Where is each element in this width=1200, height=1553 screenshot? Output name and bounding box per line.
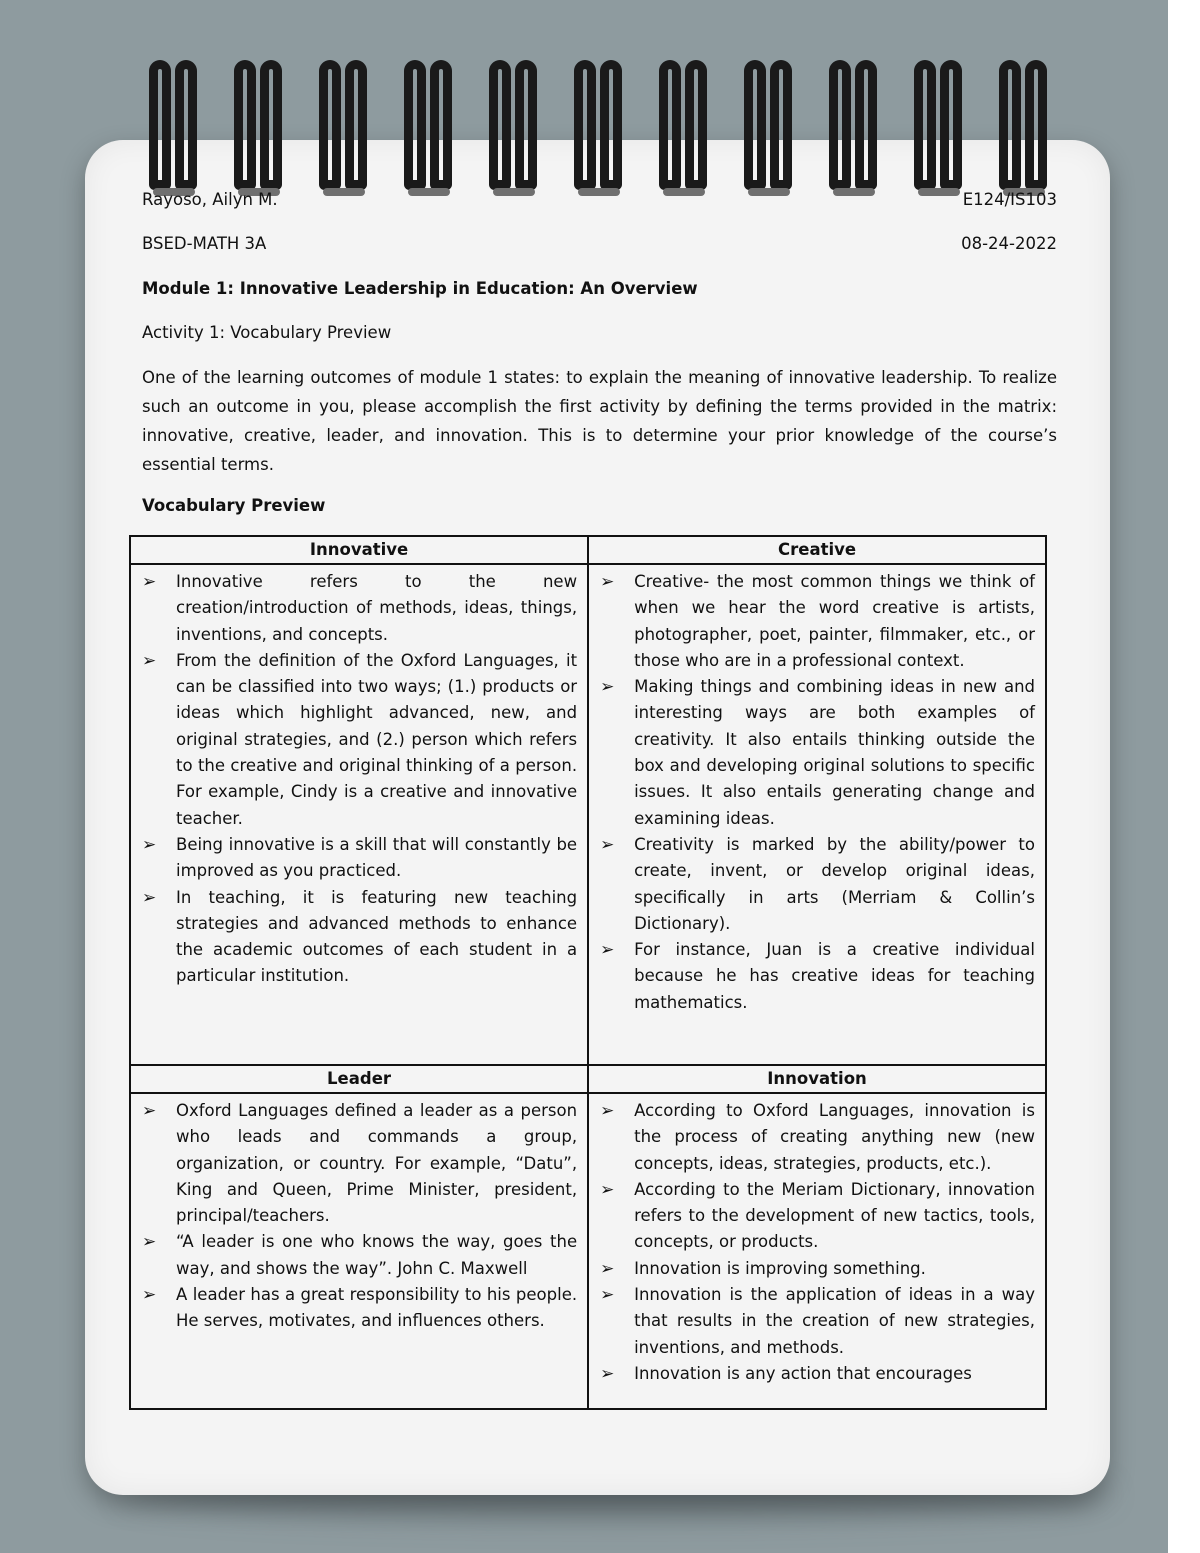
list-item: ➢ “A leader is one who knows the way, goes the way, and shows the way”. John C. Maxwell bbox=[176, 1229, 577, 1282]
arrow-bullet-icon: ➢ bbox=[142, 650, 157, 671]
cell-creative bbox=[588, 564, 1046, 1065]
vocab-heading: Vocabulary Preview bbox=[142, 496, 326, 515]
arrow-bullet-icon: ➢ bbox=[142, 834, 157, 855]
list-item: ➢ In teaching, it is featuring new teaching strategies and advanced methods to enhance the academic outcomes of each student in a particular institution. bbox=[176, 885, 577, 990]
arrow-bullet-icon: ➢ bbox=[600, 940, 615, 961]
module-title: Module 1: Innovative Leadership in Education: An Overview bbox=[142, 279, 698, 298]
list-item: ➢ Innovation is improving something. bbox=[634, 1256, 1035, 1282]
list-item: ➢ According to the Meriam Dictionary, innovation refers to the development of new tactics, tools, concepts, or products. bbox=[634, 1177, 1035, 1256]
header-row-2 bbox=[142, 234, 1057, 253]
spiral-ring bbox=[655, 60, 715, 192]
arrow-bullet-icon: ➢ bbox=[142, 1285, 157, 1306]
arrow-bullet-icon: ➢ bbox=[600, 834, 615, 855]
arrow-bullet-icon: ➢ bbox=[600, 1258, 615, 1279]
arrow-bullet-icon: ➢ bbox=[600, 572, 615, 592]
cell-leader bbox=[130, 1093, 588, 1409]
spiral-ring bbox=[570, 60, 630, 192]
spiral-ring bbox=[230, 60, 290, 192]
header-row-1 bbox=[142, 190, 1057, 209]
header-innovative: Innovative bbox=[130, 536, 588, 564]
spiral-ring bbox=[400, 60, 460, 192]
list-item: ➢ Creativity is marked by the ability/power to create, invent, or develop original ideas, specifically in arts (Merriam & Collin’s Dictionary). bbox=[634, 832, 1035, 937]
list-item: ➢ Making things and combining ideas in new and interesting ways are both examples of creativity. It also entails thinking outside the box and developing original solutions to specific issues. It also entails generating change and examining ideas. bbox=[634, 674, 1035, 832]
instructions: One of the learning outcomes of module 1 states: to explain the meaning of innovative leadership. To realize such an outcome in you, please accomplish the first activity by defining the terms provided in the matrix: innovative, creative, leader, and innovation. This is to determine your prior knowledge of the course’s essential terms. bbox=[142, 368, 1057, 474]
list-item: ➢ Creative- the most common things we think of when we hear the word creative is artists, photographer, poet, painter, filmmaker, etc., or those who are in a professional context. bbox=[634, 569, 1035, 674]
header-leader: Leader bbox=[130, 1065, 588, 1093]
spiral-ring bbox=[740, 60, 800, 192]
spiral-ring bbox=[485, 60, 545, 192]
arrow-bullet-icon: ➢ bbox=[600, 1285, 615, 1306]
student-name: Rayoso, Ailyn M. bbox=[142, 190, 278, 209]
spiral-ring bbox=[315, 60, 375, 192]
arrow-bullet-icon: ➢ bbox=[600, 1363, 615, 1384]
list-item: ➢ Oxford Languages defined a leader as a person who leads and commands a group, organization, or country. For example, “Datu”, King and Queen, Prime Minister, president, principal/teachers. bbox=[176, 1098, 577, 1229]
activity-title: Activity 1: Vocabulary Preview bbox=[142, 323, 392, 342]
course-code: E124/IS103 bbox=[962, 190, 1057, 209]
list-item: ➢ For instance, Juan is a creative individual because he has creative ideas for teaching mathematics. bbox=[634, 937, 1035, 1016]
spiral-ring bbox=[910, 60, 970, 192]
vocabulary-matrix bbox=[129, 535, 1047, 1410]
arrow-bullet-icon: ➢ bbox=[142, 572, 157, 592]
arrow-bullet-icon: ➢ bbox=[600, 1101, 615, 1121]
list-item: ➢ Innovative refers to the new creation/introduction of methods, ideas, things, inventions, and concepts. bbox=[176, 569, 577, 648]
page-edge bbox=[1168, 0, 1200, 1553]
date: 08-24-2022 bbox=[961, 234, 1057, 253]
list-item: ➢ According to Oxford Languages, innovation is the process of creating anything new (new concepts, ideas, strategies, products, etc.). bbox=[634, 1098, 1035, 1177]
header-creative: Creative bbox=[588, 536, 1046, 564]
spiral-ring bbox=[145, 60, 205, 192]
arrow-bullet-icon: ➢ bbox=[600, 1179, 615, 1200]
arrow-bullet-icon: ➢ bbox=[142, 1232, 157, 1253]
list-item: ➢ From the definition of the Oxford Languages, it can be classified into two ways; (1.) products or ideas which highlight advanced, new, and original strategies, and (2.) person which refers to the creative and original thinking of a person. For example, Cindy is a creative and innovative teacher. bbox=[176, 648, 577, 832]
spiral-ring bbox=[995, 60, 1055, 192]
header-innovation: Innovation bbox=[588, 1065, 1046, 1093]
arrow-bullet-icon: ➢ bbox=[600, 677, 615, 698]
arrow-bullet-icon: ➢ bbox=[142, 887, 157, 908]
spiral-binding bbox=[0, 0, 1200, 200]
cell-innovation bbox=[588, 1093, 1046, 1409]
spiral-ring bbox=[825, 60, 885, 192]
list-item: ➢ Being innovative is a skill that will constantly be improved as you practiced. bbox=[176, 832, 577, 885]
cell-innovative bbox=[130, 564, 588, 1065]
section: BSED-MATH 3A bbox=[142, 234, 267, 253]
list-item: ➢ Innovation is any action that encourages bbox=[634, 1361, 1035, 1387]
list-item: ➢ A leader has a great responsibility to his people. He serves, motivates, and influences others. bbox=[176, 1282, 577, 1335]
list-item: ➢ Innovation is the application of ideas in a way that results in the creation of new strategies, inventions, and methods. bbox=[634, 1282, 1035, 1361]
arrow-bullet-icon: ➢ bbox=[142, 1101, 157, 1121]
